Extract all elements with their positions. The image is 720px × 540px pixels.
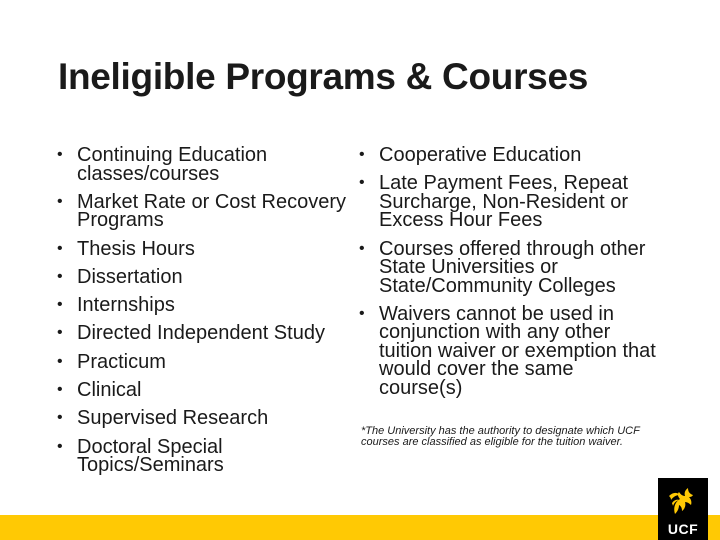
list-item: • Thesis Hours [56,240,356,259]
list-item: • Supervised Research [56,409,356,428]
footnote: *The University has the authority to designate which UCF courses are classified as eligible for the tuition waiver. [361,425,640,448]
list-item: • Market Rate or Cost Recovery Programs [56,193,356,230]
list-item: • Courses offered through other State Universities or State/Community Colleges [358,240,658,296]
left-bullet-list [56,146,356,484]
list-item: • Practicum [56,353,356,372]
slide-title: Ineligible Programs & Courses [58,56,589,97]
pegasus-icon [665,484,701,520]
list-item: • Clinical [56,381,356,400]
ucf-logo [658,478,708,540]
list-item: • Late Payment Fees, Repeat Surcharge, Non-Resident or Excess Hour Fees [358,174,658,230]
list-item: • Doctoral Special Topics/Seminars [56,438,356,475]
list-item: • Directed Independent Study [56,324,356,343]
logo-text: UCF [667,521,699,537]
list-item: • Cooperative Education [358,146,658,165]
right-bullet-list [358,146,658,407]
list-item: • Continuing Education classes/courses [56,146,356,183]
list-item: • Internships [56,296,356,315]
list-item: • Waivers cannot be used in conjunction with any other tuition waiver or exemption that would cover the same course(s) [358,305,658,398]
gold-footer-bar [0,515,720,540]
list-item: • Dissertation [56,268,356,287]
